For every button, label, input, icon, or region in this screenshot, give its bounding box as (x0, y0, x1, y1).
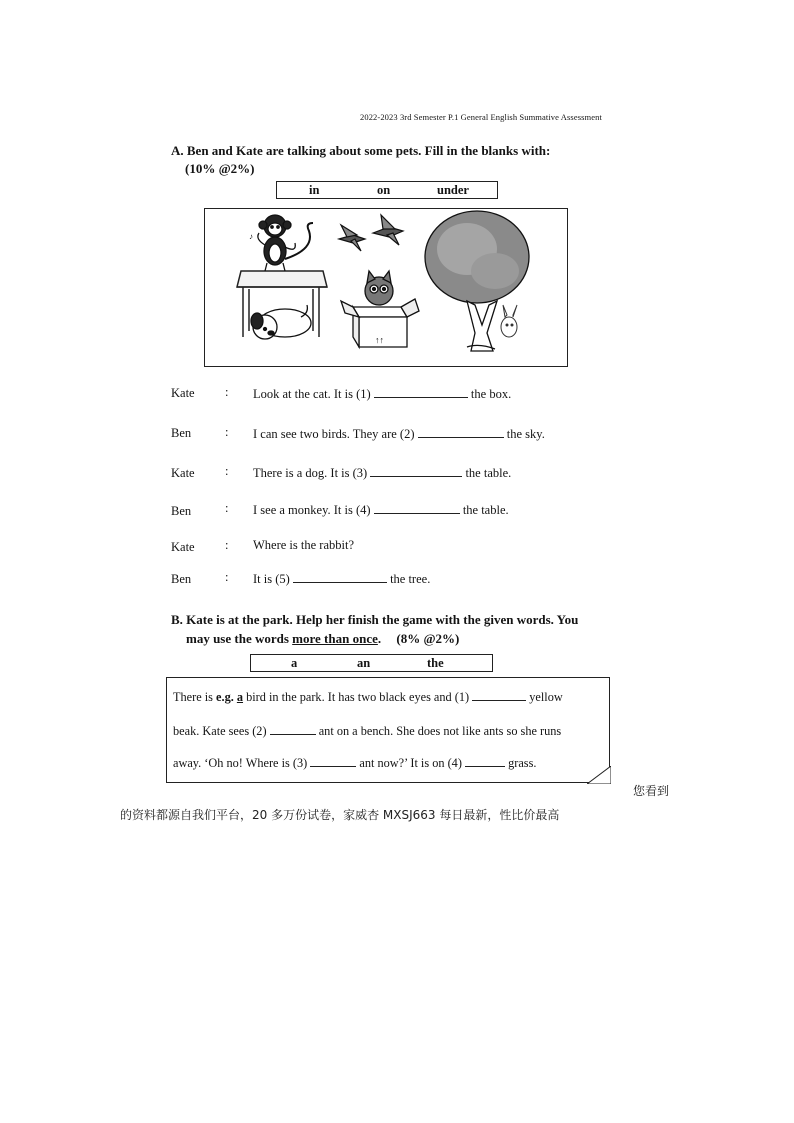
example-answer: a (236, 690, 244, 704)
dialogue-line-4 (253, 501, 509, 518)
footer-line: 的资料都源自我们平台，20 多万份试卷，家威杏 MXSJ663 每日最新，性比价最高 (120, 808, 560, 822)
section-b-word-box (250, 654, 493, 672)
dialogue-colon: : (225, 538, 229, 552)
cat-in-box-illustration (341, 271, 419, 347)
section-b-emphasis: more than once (292, 631, 378, 646)
speaker-name: Ben (171, 504, 192, 518)
rabbit-illustration (501, 305, 517, 337)
speaker-name: Ben (171, 426, 192, 440)
dialogue-text: Look at the cat. It is (1) (253, 387, 371, 401)
dialogue-text: the table. (465, 466, 512, 480)
section-b-marks: (8% @2%) (396, 631, 460, 646)
story-blank-4[interactable] (465, 754, 505, 767)
section-b-title-line2 (186, 631, 459, 647)
dialogue-line-6 (253, 570, 430, 587)
speaker-name: Kate (171, 466, 195, 480)
dog-illustration (251, 305, 311, 339)
word-option: under (437, 183, 469, 197)
story-text: beak. Kate sees (2) (173, 724, 267, 738)
story-line-1 (173, 688, 563, 705)
story-blank-3[interactable] (310, 754, 356, 767)
answer-blank-3[interactable] (370, 464, 462, 477)
section-a-marks: (10% @2%) (185, 161, 255, 176)
section-b-title-text: . (377, 631, 382, 646)
speaker-name: Kate (171, 386, 195, 400)
dialogue-line-5 (253, 538, 354, 553)
dialogue-colon: : (225, 385, 229, 399)
dialogue-text: It is (5) (253, 572, 290, 586)
dialogue-text: the sky. (506, 427, 545, 441)
story-box (166, 677, 610, 783)
section-b-title-text: may use the words (186, 631, 289, 646)
story-text: There is (173, 690, 217, 704)
story-line-3 (173, 754, 536, 771)
dialogue-line-1 (253, 385, 511, 402)
dialogue-colon: : (225, 570, 229, 584)
pets-illustration (204, 208, 568, 367)
dialogue-text: I see a monkey. It is (4) (253, 503, 371, 517)
dialogue-line-3 (253, 464, 511, 481)
word-option: the (427, 656, 444, 670)
speaker-name: Kate (171, 540, 195, 554)
story-line-2 (173, 722, 561, 739)
answer-blank-5[interactable] (293, 570, 387, 583)
answer-blank-1[interactable] (374, 385, 468, 398)
svg-text:↑↑: ↑↑ (375, 335, 384, 345)
dialogue-colon: : (225, 425, 229, 439)
section-b-title: B. Kate is at the park. Help her finish the game with the given words. You (171, 612, 579, 627)
story-text: ant on a bench. She does not like ants so she runs (318, 724, 562, 738)
dialogue-text: the tree. (390, 572, 431, 586)
story-text: away. ‘Oh no! Where is (3) (173, 756, 308, 770)
story-text: yellow (529, 690, 563, 704)
dialogue-text: the box. (470, 387, 512, 401)
section-a-title: A. Ben and Kate are talking about some pets. Fill in the blanks with: (171, 143, 551, 158)
assessment-header: 2022-2023 3rd Semester P.1 General English Summative Assessment (360, 112, 602, 122)
story-blank-2[interactable] (270, 722, 316, 735)
dialogue-text: the table. (462, 503, 509, 517)
speaker-name: Ben (171, 572, 192, 586)
dialogue-colon: : (225, 501, 229, 515)
answer-blank-4[interactable] (374, 501, 460, 514)
dialogue-text: I can see two birds. They are (2) (253, 427, 415, 441)
dialogue-text: Where is the rabbit? (253, 538, 354, 552)
example-label: e.g. (216, 690, 234, 704)
story-blank-1[interactable] (472, 688, 526, 701)
section-a-word-box (276, 181, 498, 199)
story-text: grass. (508, 756, 537, 770)
word-option: a (291, 656, 298, 670)
footer-right-text: 您看到 (633, 784, 670, 798)
word-option: in (309, 183, 320, 197)
dialogue-text: There is a dog. It is (3) (253, 466, 368, 480)
dialogue-line-2 (253, 425, 545, 442)
story-text: ant now?’ It is on (4) (359, 756, 462, 770)
answer-blank-2[interactable] (418, 425, 504, 438)
word-option: on (377, 183, 391, 197)
dialogue-colon: : (225, 464, 229, 478)
pets-scene-drawing (205, 209, 567, 366)
word-option: an (357, 656, 371, 670)
story-text: bird in the park. It has two black eyes and (1) (246, 690, 470, 704)
birds-illustration (339, 215, 403, 251)
page-curl-icon (587, 766, 611, 784)
svg-text:♪: ♪ (249, 232, 253, 241)
monkey-illustration (249, 215, 313, 271)
